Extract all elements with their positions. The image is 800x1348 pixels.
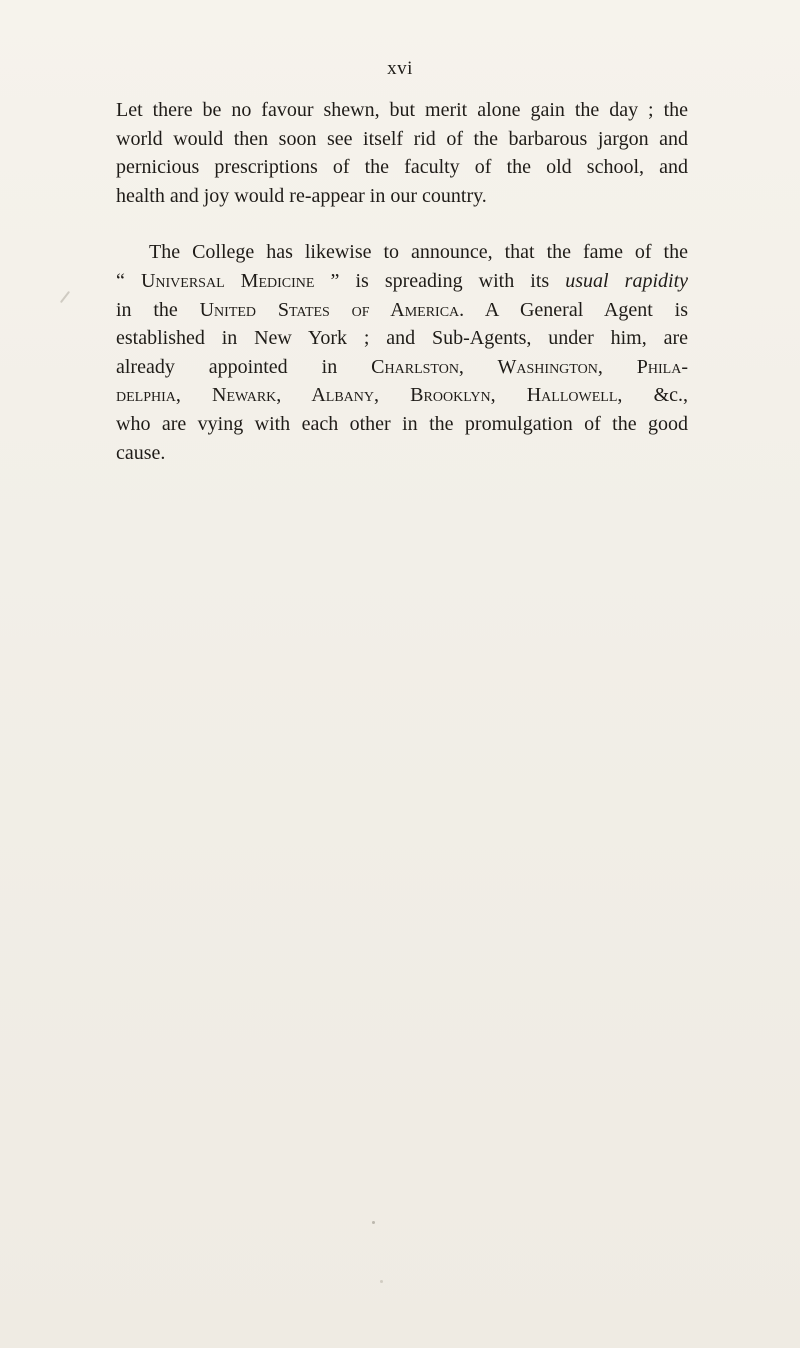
text-line: cause. — [116, 441, 166, 464]
text-line: health and joy would re-appear in our country. — [116, 184, 487, 207]
text-line: pernicious prescriptions of the faculty of the old school, and — [116, 156, 688, 179]
body-text — [116, 96, 688, 467]
text-line: established in New York ; and Sub-Agents, under him, are — [116, 327, 688, 350]
text-line: Let there be no favour shewn, but merit alone gain the day ; the — [116, 99, 688, 121]
paper-speck — [372, 1221, 375, 1224]
page-number: xvi — [387, 58, 413, 79]
paragraph-1 — [116, 96, 688, 210]
text-line: already appointed in Charlston, Washington, Phila- — [116, 355, 688, 378]
paragraph-2 — [116, 238, 688, 467]
text-line: delphia, Newark, Albany, Brooklyn, Hallowell, &c., — [116, 384, 688, 407]
paper-speck — [380, 1280, 383, 1283]
text-line: in the United States of America. A General Agent is — [116, 298, 688, 321]
paper-speck — [60, 291, 70, 303]
text-line: The College has likewise to announce, that the fame of the — [149, 241, 688, 264]
text-line: world would then soon see itself rid of the barbarous jargon and — [116, 127, 688, 150]
text-line: “ Universal Medicine ” is spreading with its usual rapidity — [116, 269, 688, 292]
text-line: who are vying with each other in the promulgation of the good — [116, 412, 688, 435]
